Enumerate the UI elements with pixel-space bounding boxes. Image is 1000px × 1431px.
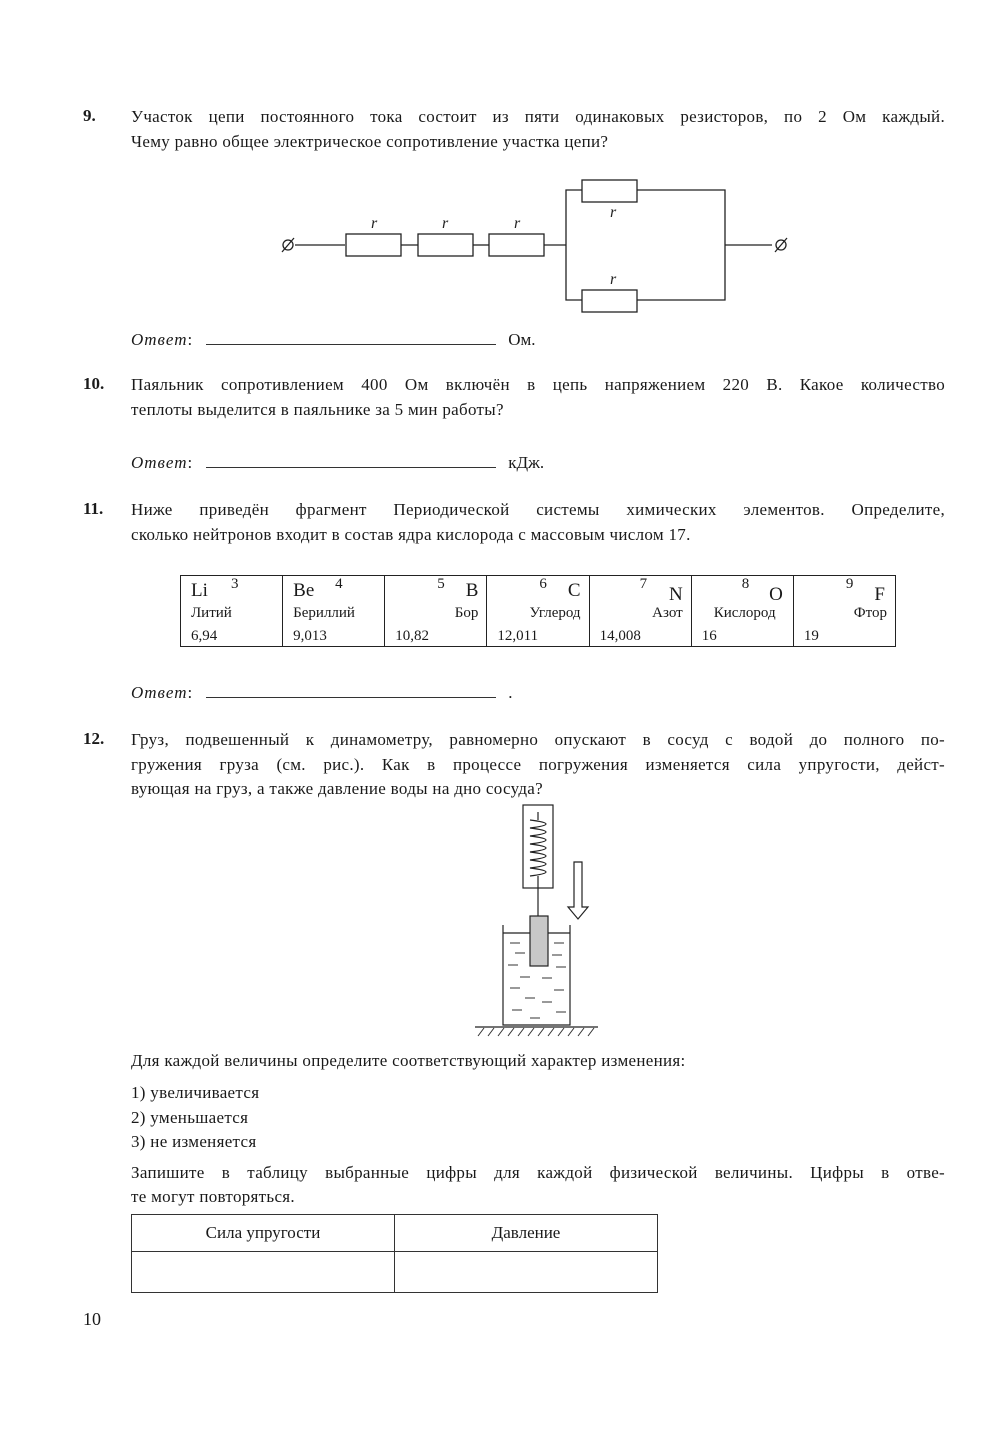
page-number: 10	[83, 1309, 101, 1329]
instruction-text: Запишите в таблицу выбранные цифры для каждой физической величины. Цифры в отве-	[131, 1163, 945, 1182]
question-text: сколько нейтронов входит в состав ядра кислорода с массовым числом 17.	[131, 525, 691, 544]
question-number: 12.	[83, 729, 105, 748]
question-text: вующая на груз, а также давление воды на дно сосуда?	[131, 779, 543, 798]
answer-input[interactable]	[206, 683, 496, 698]
question-number: 11.	[83, 499, 104, 518]
answer-input[interactable]	[206, 330, 496, 345]
periodic-table-fragment	[180, 575, 896, 647]
answer-table	[131, 1214, 658, 1293]
element-cell: Li 3 Литий 6,94	[181, 576, 283, 647]
element-cell: 9 F Фтор 19	[793, 576, 895, 647]
question-text: Паяльник сопротивлением 400 Ом включён в цепь напряжением 220 В. Какое количество	[131, 375, 945, 394]
question-text: Участок цепи постоянного тока состоит из пяти одинаковых резисторов, по 2 Ом каждый.	[131, 107, 945, 126]
element-cell: 5 B Бор 10,82	[385, 576, 487, 647]
question-text: Ниже приведён фрагмент Периодической системы химических элементов. Определите,	[131, 500, 945, 519]
question-number: 9.	[83, 106, 96, 125]
resistor-label: r	[610, 271, 617, 288]
circuit-diagram	[270, 170, 800, 320]
answer-line: Ответ: Ом.	[131, 330, 536, 349]
answer-input[interactable]	[206, 453, 496, 468]
element-cell: 6 C Углерод 12,011	[487, 576, 589, 647]
resistor-label: r	[610, 204, 617, 221]
question-text: Груз, подвешенный к динамометру, равномерно опускают в сосуд с водой до полного по-	[131, 730, 945, 749]
option-item: 2) уменьшается	[131, 1108, 249, 1127]
question-text: гружения груза (см. рис.). Как в процессе погружения изменяется сила упругости, дейст-	[131, 755, 945, 774]
resistor-label: r	[442, 215, 449, 232]
option-item: 3) не изменяется	[131, 1132, 257, 1151]
question-number: 10.	[83, 374, 105, 393]
element-cell: 8 O Кислород 16	[691, 576, 793, 647]
question-text: Чему равно общее электрическое сопротивление участка цепи?	[131, 132, 609, 151]
answer-line: Ответ: кДж.	[131, 453, 545, 472]
answer-cell[interactable]	[132, 1252, 395, 1293]
element-cell: Be 4 Бериллий 9,013	[283, 576, 385, 647]
instruction-text: те могут повторяться.	[131, 1187, 295, 1206]
column-header: Давление	[395, 1215, 658, 1252]
answer-line: Ответ: .	[131, 683, 513, 702]
answer-cell[interactable]	[395, 1252, 658, 1293]
instruction-text: Для каждой величины определите соответствующий характер изменения:	[131, 1051, 686, 1070]
resistor-label: r	[371, 215, 378, 232]
option-item: 1) увеличивается	[131, 1083, 260, 1102]
question-text: теплоты выделится в паяльнике за 5 мин работы?	[131, 400, 504, 419]
resistor-label: r	[514, 215, 521, 232]
column-header: Сила упругости	[132, 1215, 395, 1252]
element-cell: 7 N Азот 14,008	[589, 576, 691, 647]
dynamometer-vessel-figure	[470, 800, 610, 1045]
